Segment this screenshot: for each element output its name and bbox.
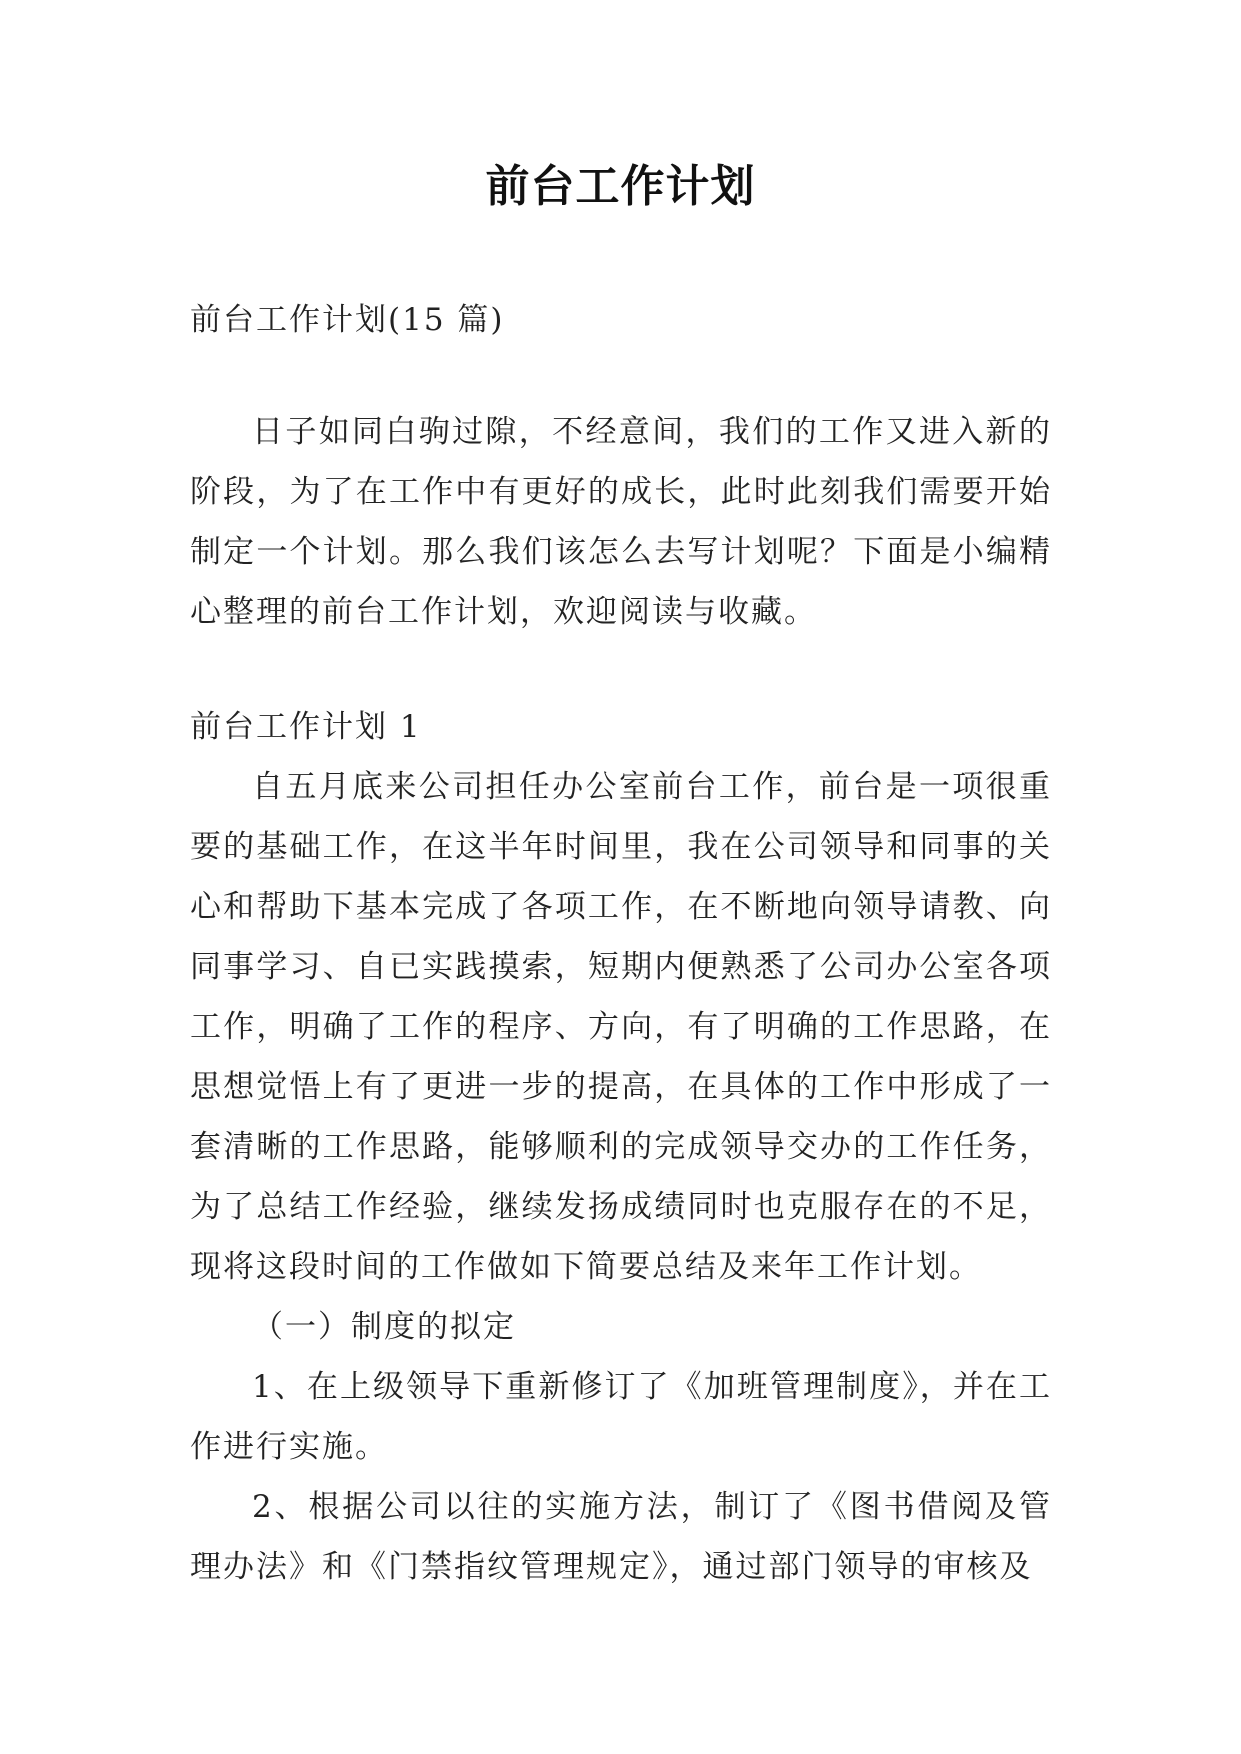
section-paragraph: 自五月底来公司担任办公室前台工作，前台是一项很重要的基础工作，在这半年时间里，我在公司领导和同事的关心和帮助下基本完成了各项工作，在不断地向领导请教、向同事学习、自已实践摸索，短期内便熟悉了公司办公室各项工作，明确了工作的程序、方向，有了明确的工作思路，在思想觉悟上有了更进一步的提高，在具体的工作中形成了一套清晰的工作思路，能够顺利的完成领导交办的工作任务，为了总结工作经验，继续发扬成绩同时也克服存在的不足，现将这段时间的工作做如下简要总结及来年工作计划。: [190, 769, 1052, 1285]
intro-paragraph: 日子如同白驹过隙，不经意间，我们的工作又进入新的阶段，为了在工作中有更好的成长，此时此刻我们需要开始制定一个计划。那么我们该怎么去写计划呢？下面是小编精心整理的前台工作计划，欢迎阅读与收藏。: [190, 414, 1052, 630]
section-subheading: （一）制度的拟定: [252, 1309, 516, 1345]
list-item: 1、在上级领导下重新修订了《加班管理制度》，并在工作进行实施。: [190, 1369, 1052, 1465]
page-title: 前台工作计划: [485, 161, 756, 212]
intro-block: [190, 402, 1052, 642]
section-1: [190, 697, 1052, 1597]
document-subtitle: 前台工作计划(15 篇): [190, 302, 505, 338]
section-heading: 前台工作计划 1: [190, 709, 422, 745]
list-item: 2、根据公司以往的实施方法，制订了《图书借阅及管理办法》和《门禁指纹管理规定》，通过部门领导的审核及: [190, 1489, 1052, 1585]
document-subtitle-block: [190, 290, 1052, 350]
